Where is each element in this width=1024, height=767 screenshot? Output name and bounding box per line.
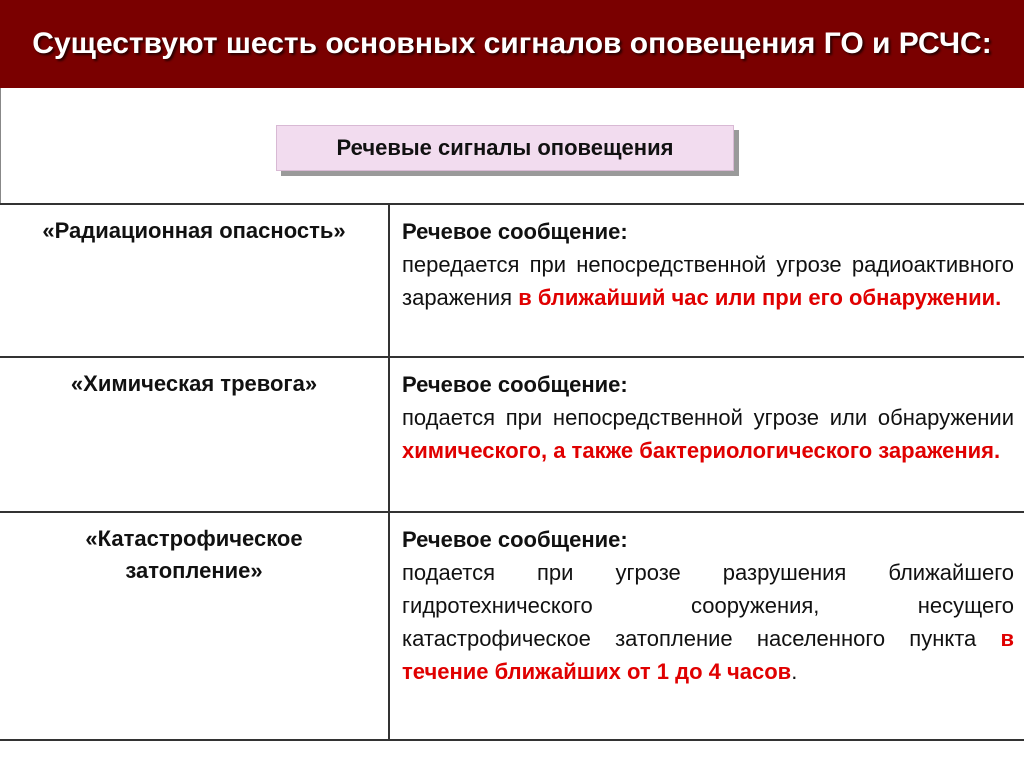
left-border-line (0, 88, 1, 203)
table-row (0, 203, 1024, 358)
message-highlight: в течение ближайших от 1 до 4 часов (402, 626, 1014, 684)
column-divider (388, 358, 390, 513)
column-divider (388, 513, 390, 741)
signal-description (402, 205, 1014, 314)
message-text: передается при непосредственной угрозе радиоактивного заражения (402, 252, 1014, 310)
table-row (0, 511, 1024, 741)
table-bottom-border (0, 739, 1024, 741)
message-tail: . (791, 659, 798, 684)
message-text: подается при непосредственной угрозе или обнаружении (402, 405, 1014, 430)
message-text: подается при угрозе разрушения ближайшего гидротехнического сооружения, несущего катастрофическое затопление населенного пункта (402, 560, 1014, 651)
message-heading: Речевое сообщение: (402, 527, 628, 552)
message-heading: Речевое сообщение: (402, 372, 628, 397)
signal-name: «Химическая тревога» (70, 371, 318, 396)
signal-description (402, 513, 1014, 688)
message-highlight: в ближайший час или при его обнаружении. (518, 285, 1002, 310)
message-body (402, 556, 1014, 688)
table-row (0, 356, 1024, 513)
column-divider (388, 205, 390, 358)
message-highlight: химического, а также бактериологического заражения. (402, 438, 1001, 463)
slide-title: Существуют шесть основных сигналов оповещения ГО и РСЧС: (32, 27, 992, 60)
section-badge-label: Речевые сигналы оповещения (336, 135, 674, 160)
signal-name: «Радиационная опасность» (42, 218, 346, 243)
title-bar (0, 0, 1024, 88)
signal-name: «Катастрофическое затопление» (85, 526, 303, 583)
message-heading: Речевое сообщение: (402, 219, 628, 244)
signal-description (402, 358, 1014, 467)
message-body (402, 401, 1014, 467)
message-body (402, 248, 1014, 314)
section-badge (276, 125, 734, 171)
